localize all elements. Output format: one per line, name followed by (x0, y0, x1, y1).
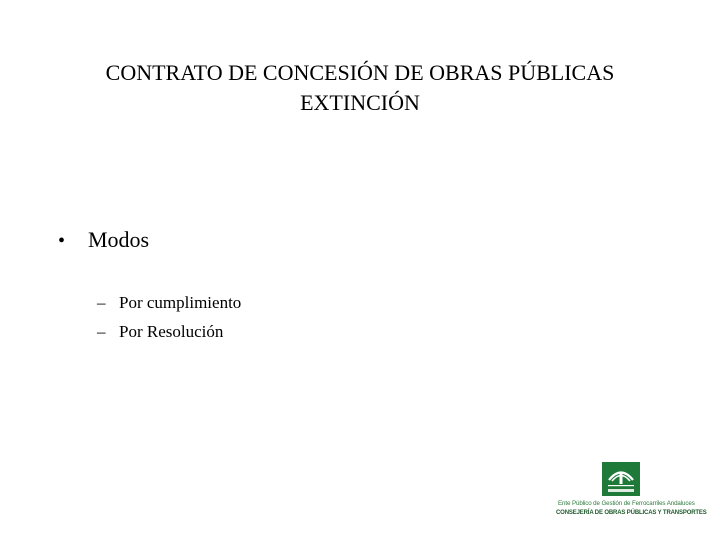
bullet-label: Modos (88, 227, 150, 252)
sub-item-label: Por Resolución (119, 322, 224, 341)
logo-text-ente: Ente Público de Gestión de Ferrocarriles Andaluces (558, 500, 695, 507)
dash-icon: – (97, 293, 106, 312)
sub-item-resolucion (97, 317, 241, 346)
slide-title (40, 58, 680, 118)
organization-logo (552, 462, 707, 524)
junta-andalucia-emblem-icon (602, 462, 640, 496)
bullet-icon: • (58, 230, 66, 252)
sub-bullet-list (97, 288, 241, 346)
title-line-2: EXTINCIÓN (300, 90, 420, 115)
bullet-item-modos (58, 226, 149, 255)
sub-item-label: Por cumplimiento (119, 293, 242, 312)
dash-icon: – (97, 322, 106, 341)
sub-item-cumplimiento (97, 288, 241, 317)
title-line-1: CONTRATO DE CONCESIÓN DE OBRAS PÚBLICAS (105, 60, 615, 85)
logo-text-consejeria: CONSEJERÍA DE OBRAS PÚBLICAS Y TRANSPORTES (556, 510, 707, 516)
